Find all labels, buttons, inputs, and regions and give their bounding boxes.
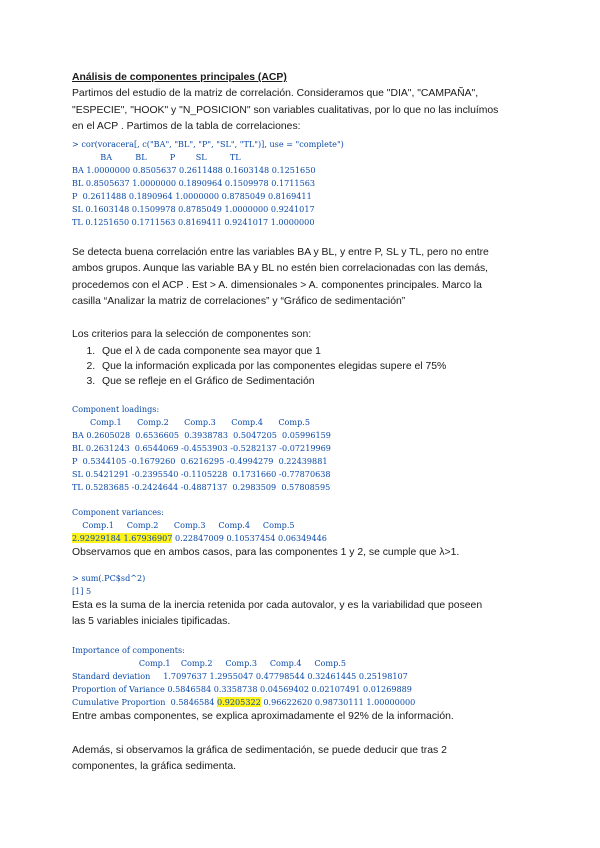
para2-line-3: procedemos con el ACP . Est > A. dimensionales > A. componentes principales. Marco la — [72, 279, 482, 291]
variances-highlight: 2.92929184 1.67936907 — [72, 532, 173, 543]
variances-rest: 0.22847009 0.10537454 0.06349446 — [172, 532, 327, 543]
correlation-output — [72, 138, 542, 229]
loadings-title: Component loadings: — [72, 403, 160, 414]
criteria-intro: Los criterios para la selección de componentes son: — [72, 329, 312, 341]
variances-output — [72, 506, 542, 545]
para4-line-1: Además, si observamos la gráfica de sedimentación, se puede deducir que tras 2 — [72, 744, 447, 756]
importance-output — [72, 644, 542, 709]
document-page — [72, 70, 542, 775]
importance-cp-end: 0.96622620 0.98730111 1.00000000 — [260, 697, 416, 708]
cor-command: > cor(voracera[, c("BA", "BL", "P", "SL", "TL")], use = "complete") — [72, 139, 344, 150]
importance-cp-row — [72, 696, 542, 709]
importance-title: Importance of components: — [72, 645, 185, 656]
cor-row: SL 0.1603148 0.1509978 0.8785049 1.0000000 0.9241017 — [72, 204, 315, 215]
criteria-item: 2. Que la información explicada por las componentes elegidas supere el 75% — [98, 359, 542, 374]
cor-row: BL 0.8505637 1.0000000 0.1890964 0.1509978 0.1711563 — [72, 178, 316, 189]
sum-result: [1] 5 — [72, 585, 92, 596]
section-title: Análisis de componentes principales (ACP) — [72, 72, 287, 83]
para2-line-2: ambos grupos. Aunque las variable BA y BL no estén bien correlacionadas con las demás, — [72, 263, 489, 275]
variances-title: Component variances: — [72, 506, 164, 517]
intro-line-3: en el ACP . Partimos de la tabla de correlaciones: — [72, 120, 301, 132]
cor-row: BA 1.0000000 0.8505637 0.2611488 0.1603148 0.1251650 — [72, 165, 316, 176]
observation-2: Entre ambas componentes, se explica aproximadamente el 92% de la información. — [72, 711, 454, 723]
loadings-header: Comp.1 Comp.2 Comp.3 Comp.4 Comp.5 — [72, 416, 310, 427]
criteria-list — [72, 344, 542, 390]
observation-1: Observamos que en ambos casos, para las componentes 1 y 2, se cumple que λ>1. — [72, 546, 460, 558]
importance-pv-row: Proportion of Variance 0.5846584 0.3358738 0.04569402 0.02107491 0.01269889 — [72, 684, 412, 695]
importance-cp-highlight: 0.9205322 — [217, 697, 261, 708]
variances-header: Comp.1 Comp.2 Comp.3 Comp.4 Comp.5 — [72, 519, 295, 530]
criteria-item: 1. Que el λ de cada componente sea mayor que 1 — [98, 344, 542, 359]
importance-cp-start: Cumulative Proportion 0.5846584 — [72, 697, 218, 708]
intro-line-2: "ESPECIE", "HOOK" y "N_POSICION" son variables cualitativas, por lo que no las incluímos — [72, 104, 499, 116]
cor-row: P 0.2611488 0.1890964 1.0000000 0.8785049 0.8169411 — [72, 191, 312, 202]
loadings-row: TL 0.5283685 -0.2424644 -0.4887137 0.2983509 0.57808595 — [72, 481, 331, 492]
loadings-row: SL 0.5421291 -0.2395540 -0.1105228 0.1731660 -0.77870638 — [72, 468, 331, 479]
para4-line-2: componentes, la gráfica sedimenta. — [72, 761, 237, 773]
para2-line-1: Se detecta buena correlación entre las variables BA y BL, y entre P, SL y TL, pero no entre — [72, 247, 489, 259]
para3-line-1: Esta es la suma de la inercia retenida por cada autovalor, y es la variabilidad que poseen — [72, 599, 483, 611]
sum-command: > sum(.PC$sd^2) — [72, 572, 146, 583]
cor-row: TL 0.1251650 0.1711563 0.8169411 0.9241017 1.0000000 — [72, 217, 315, 228]
importance-sd-row: Standard deviation 1.7097637 1.2955047 0.47798544 0.32461445 0.25198107 — [72, 671, 408, 682]
loadings-output — [72, 403, 542, 494]
loadings-row: P 0.5344105 -0.1679260 0.6216295 -0.4994279 0.22439881 — [72, 455, 328, 466]
loadings-row: BA 0.2605028 0.6536605 0.3938783 0.5047205 0.05996159 — [72, 429, 331, 440]
para3-line-2: las 5 variables iniciales tipificadas. — [72, 616, 231, 628]
loadings-row: BL 0.2631243 0.6544069 -0.4553903 -0.5282137 -0.07219969 — [72, 442, 331, 453]
variances-values — [72, 532, 542, 545]
criteria-item: 3. Que se refleje en el Gráfico de Sedimentación — [98, 374, 542, 389]
para2-line-4: casilla “Analizar la matriz de correlaciones” y “Gráfico de sedimentación” — [72, 296, 406, 308]
cor-header: BA BL P SL TL — [72, 152, 241, 163]
intro-line-1: Partimos del estudio de la matriz de correlación. Consideramos que "DIA", "CAMPAÑA", — [72, 88, 479, 100]
importance-header: Comp.1 Comp.2 Comp.3 Comp.4 Comp.5 — [72, 658, 346, 669]
